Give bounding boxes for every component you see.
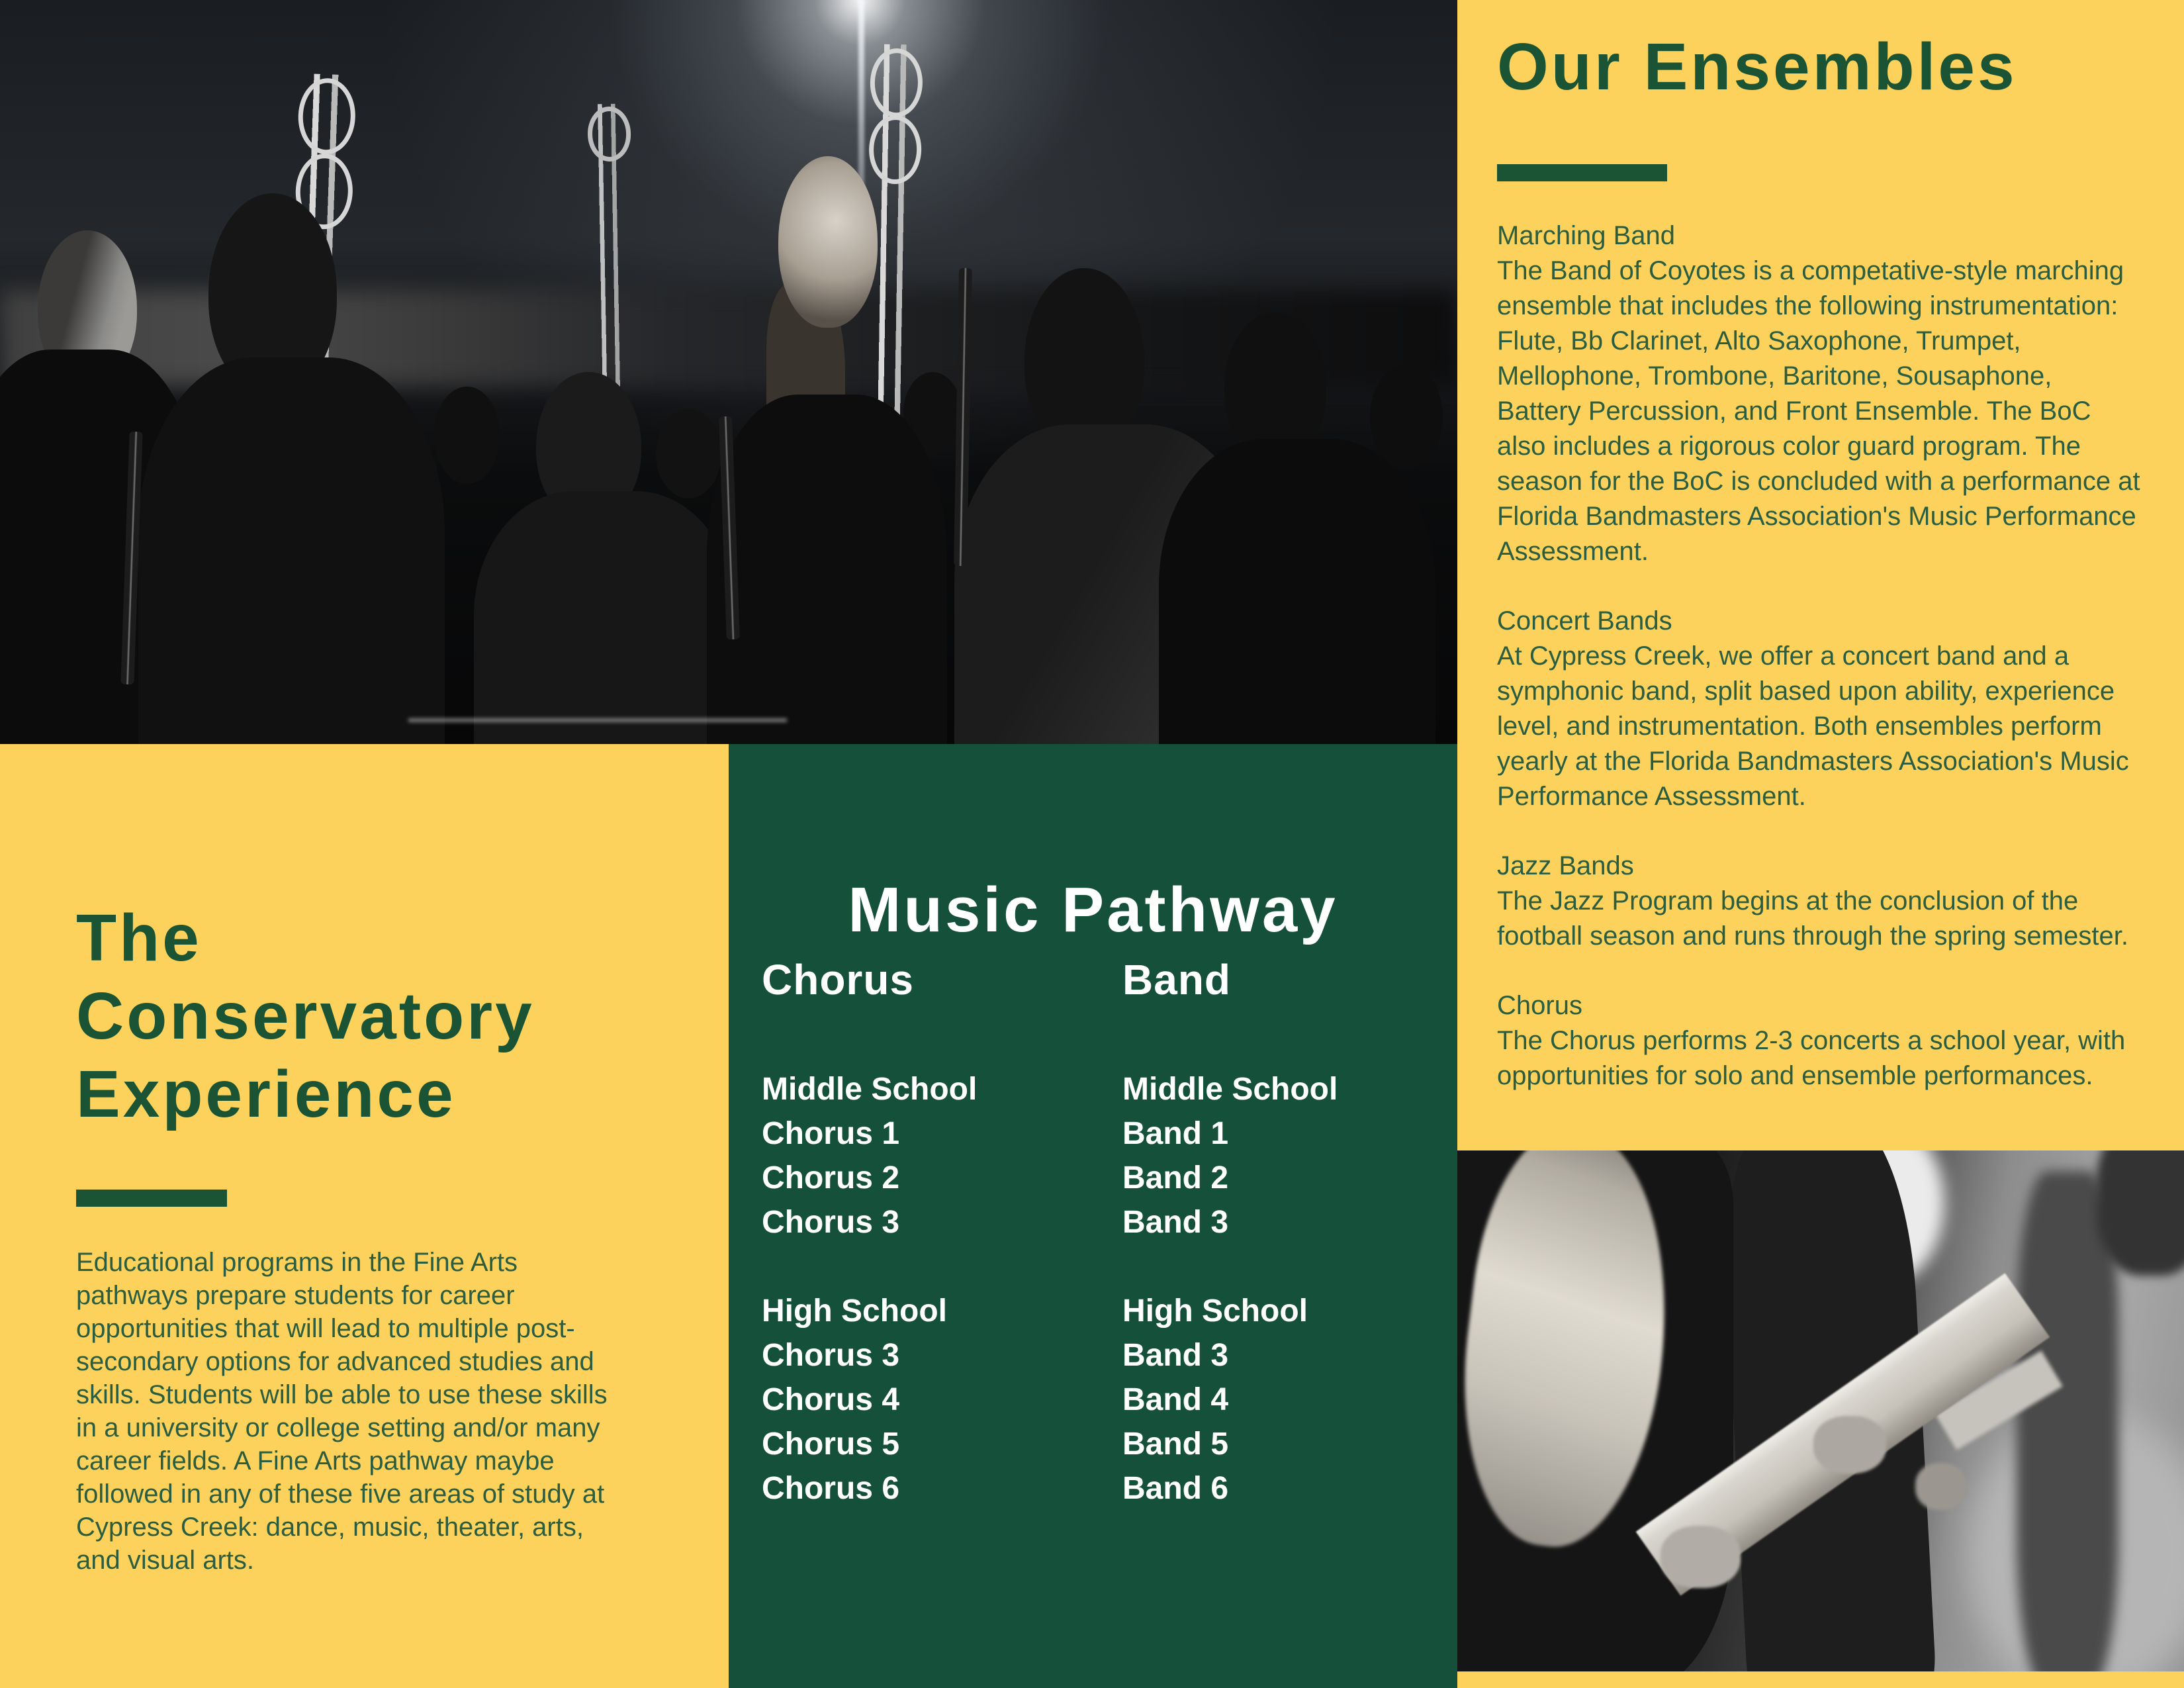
band-member-silhouette xyxy=(1159,439,1435,744)
list-item: Chorus 5 xyxy=(762,1427,900,1462)
chorus-column xyxy=(762,956,978,1511)
section-body: The Chorus performs 2-3 concerts a school year, with opportunities for solo and ensemble performances. xyxy=(1497,1026,2126,1090)
conservatory-title xyxy=(76,899,711,1133)
group-label: Middle School xyxy=(1122,1072,1338,1107)
crowd-head-silhouette xyxy=(434,387,500,483)
list-item: Band 6 xyxy=(1122,1471,1229,1506)
our-ensembles-title: Our Ensembles xyxy=(1497,30,2017,104)
hand-shape xyxy=(1915,1463,1966,1510)
field-line-shape xyxy=(408,718,788,722)
section-heading: Chorus xyxy=(1497,991,1582,1020)
ensemble-section-chorus xyxy=(1497,988,2142,1094)
title-underline-bar xyxy=(1497,164,1667,181)
trombone-shape xyxy=(585,104,633,387)
band-member-silhouette xyxy=(707,395,947,744)
band-middle-school-group xyxy=(1122,1067,1338,1244)
marching-band-photo xyxy=(0,0,1457,744)
crowd-head-silhouette xyxy=(656,409,721,498)
section-heading: Concert Bands xyxy=(1497,606,1672,635)
list-item: Chorus 1 xyxy=(762,1116,900,1151)
list-item: Band 2 xyxy=(1122,1160,1229,1196)
section-body: The Jazz Program begins at the conclusion of the football season and runs through the spring semester. xyxy=(1497,886,2128,951)
band-member-silhouette xyxy=(138,357,444,744)
ensemble-section-concert-bands xyxy=(1497,604,2142,814)
title-line: Experience xyxy=(76,1057,456,1131)
list-item: Band 3 xyxy=(1122,1205,1229,1240)
chorus-high-school-group xyxy=(762,1289,977,1511)
title-underline-bar xyxy=(76,1190,227,1207)
chorus-middle-school-group xyxy=(762,1067,977,1244)
choir-robe-silhouette xyxy=(2097,1150,2184,1276)
list-item: Band 3 xyxy=(1122,1338,1229,1373)
section-heading: Marching Band xyxy=(1497,221,1676,250)
conservatory-paragraph: Educational programs in the Fine Arts pathways prepare students for career opportunities that will lead to multiple post-secondary options for advanced studies and skills. Students will be able to use these skills in a university or college setting and/or many career fields. A Fine Arts pathway maybe followed in any of these five areas of study at Cypress Creek: dance, music, theater, arts, and visual arts. xyxy=(76,1248,608,1575)
band-column-header: Band xyxy=(1122,956,1231,1004)
section-body: The Band of Coyotes is a competative-style marching ensemble that includes the following instrumentation: Flute, Bb Clarinet, Alto Saxophone, Trumpet, Mellophone, Trombone, Baritone, Sousaphone, Battery Percussion, and Front Ensemble. The BoC also includes a rigorous color guard program. The season for the BoC is concluded with a performance at Florida Bandmasters Association's Music Performance Assessment. xyxy=(1497,256,2140,566)
list-item: Chorus 6 xyxy=(762,1471,900,1506)
ensemble-section-marching-band xyxy=(1497,218,2142,569)
ensemble-section-jazz-bands xyxy=(1497,849,2142,954)
band-member-silhouette xyxy=(474,491,736,744)
section-heading: Jazz Bands xyxy=(1497,851,1634,880)
list-item: Chorus 3 xyxy=(762,1338,900,1373)
chorus-photo xyxy=(1457,1150,2184,1671)
band-high-school-group xyxy=(1122,1289,1338,1511)
ensemble-sections xyxy=(1497,218,2142,1128)
list-item: Band 4 xyxy=(1122,1382,1229,1417)
music-pathway-title: Music Pathway xyxy=(848,874,1338,945)
band-column xyxy=(1122,956,1338,1511)
list-item: Band 1 xyxy=(1122,1116,1229,1151)
group-label: High School xyxy=(762,1293,947,1329)
crowd-head-silhouette xyxy=(1370,365,1443,469)
list-item: Chorus 3 xyxy=(762,1205,900,1240)
title-line: The xyxy=(76,901,202,975)
group-label: Middle School xyxy=(762,1072,978,1107)
list-item: Chorus 2 xyxy=(762,1160,900,1196)
section-body: At Cypress Creek, we offer a concert band and a symphonic band, split based upon ability, experience level, and instrumentation. Both ensembles perform yearly at the Florida Bandmasters Association's Music Performance Assessment. xyxy=(1497,641,2129,811)
band-member-silhouette xyxy=(778,156,878,328)
hand-shape xyxy=(1813,1416,1886,1474)
title-line: Conservatory xyxy=(76,979,535,1053)
list-item: Chorus 4 xyxy=(762,1382,900,1417)
hand-shape xyxy=(1661,1526,1741,1588)
list-item: Band 5 xyxy=(1122,1427,1229,1462)
group-label: High School xyxy=(1122,1293,1308,1329)
chorus-column-header: Chorus xyxy=(762,956,914,1004)
